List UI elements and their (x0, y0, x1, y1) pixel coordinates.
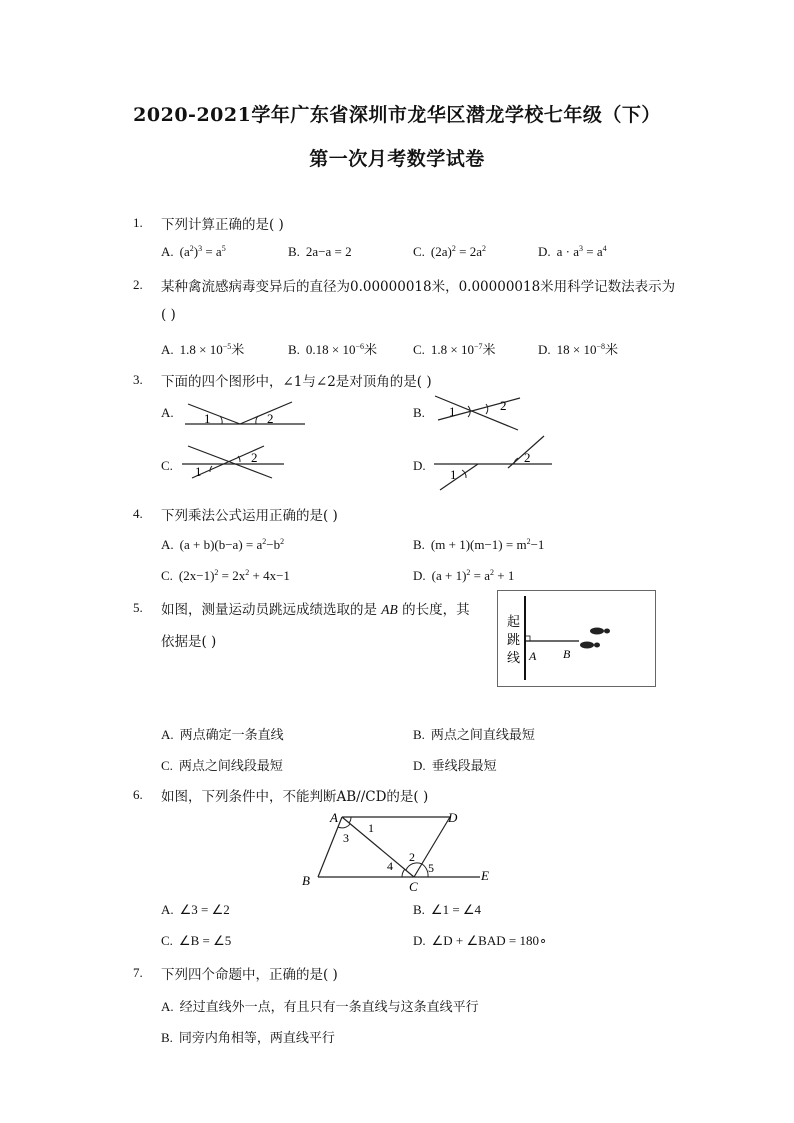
q7-option-a[interactable] (161, 996, 479, 1015)
q2-option-b[interactable] (288, 339, 377, 358)
takeoff-label-2: 跳 (507, 632, 521, 647)
q5-option-d[interactable] (413, 755, 497, 774)
angle-1-label: 1 (449, 404, 456, 419)
q4-option-c[interactable] (161, 568, 290, 584)
option-label: B. (288, 342, 300, 357)
q2-option-a[interactable] (161, 339, 244, 358)
option-math: $18 \times 10^{-8}$ (556, 342, 605, 357)
option-label: A. (161, 405, 174, 420)
q6-number: 6. (133, 787, 143, 802)
option-math: $(2x-1)^2 = 2x^2 + 4x-1$ (178, 568, 290, 583)
q5-figure (497, 590, 657, 688)
q3-option-d[interactable] (413, 458, 432, 474)
option-math: $(a^2)^3 = a^5$ (179, 244, 226, 259)
q6-text: 如图，下列条件中，不能判断AB//CD的是( ) (161, 789, 429, 805)
option-label: D. (538, 342, 551, 357)
option-label: D. (538, 244, 551, 259)
q3-figure-a (180, 398, 310, 430)
option-text: ∠D + ∠BAD = 180∘ (431, 933, 548, 948)
option-label: A. (161, 999, 174, 1014)
option-label: A. (161, 342, 174, 357)
option-unit: 米 (605, 343, 619, 358)
angle-2-label: 2 (524, 450, 531, 465)
option-label: C. (161, 458, 173, 473)
option-text: ∠B = ∠5 (178, 933, 232, 948)
option-label: B. (413, 902, 425, 917)
angle-1-label: 1 (195, 464, 202, 479)
option-label: C. (161, 933, 173, 948)
option-label: B. (288, 244, 300, 259)
q6-figure (298, 808, 498, 894)
angle-arc (486, 404, 488, 414)
angle-2-label: 2 (409, 850, 415, 864)
q5-number: 5. (133, 600, 143, 615)
takeoff-label-3: 线 (507, 650, 521, 665)
option-text: 两点确定一条直线 (179, 728, 284, 743)
q5-text-line1: 如图，测量运动员跳远成绩选取的是 AB 的长度，其 (161, 602, 470, 618)
q4-option-a[interactable] (161, 537, 284, 553)
q1-option-b[interactable] (288, 244, 352, 260)
option-label: D. (413, 458, 426, 473)
angle-2-label: 2 (251, 450, 258, 465)
q1-option-c[interactable] (413, 244, 486, 260)
option-label: A. (161, 537, 174, 552)
option-math: $(a + b)(b-a) = a^2-b^2$ (179, 537, 285, 552)
q7-option-b[interactable] (161, 1027, 335, 1046)
q3-option-c[interactable] (161, 458, 179, 474)
q2-paren: ( ) (161, 307, 176, 323)
angle-2-label: 2 (500, 398, 507, 413)
q5-option-b[interactable] (413, 724, 535, 743)
option-math: $(m + 1)(m-1) = m^2-1$ (430, 537, 545, 552)
option-label: C. (413, 244, 425, 259)
q3-option-b[interactable] (413, 405, 431, 421)
angle-arc (338, 824, 350, 828)
q6-option-b[interactable] (413, 902, 481, 918)
point-a-label: A (529, 649, 537, 663)
q3-figure-b (430, 390, 530, 435)
point-a-label: A (330, 810, 338, 825)
angle-4-label: 4 (387, 859, 393, 873)
angle-1-label: 1 (450, 467, 457, 482)
q1-number: 1. (133, 215, 143, 230)
q3-number: 3. (133, 372, 143, 387)
segment-ab (318, 817, 342, 877)
q2-option-d[interactable] (538, 339, 618, 358)
option-label: B. (413, 537, 425, 552)
option-math: $(2a)^2 = 2a^2$ (430, 244, 486, 259)
option-math: $0.18 \times 10^{-6}$ (305, 342, 365, 357)
q2-option-c[interactable] (413, 339, 496, 358)
option-label: C. (161, 568, 173, 583)
option-text: 经过直线外一点，有且只有一条直线与这条直线平行 (179, 1000, 479, 1015)
q6-option-c[interactable] (161, 933, 231, 949)
angle-1-label: 1 (368, 821, 374, 835)
option-text: ∠1 = ∠4 (430, 902, 482, 917)
option-text: 垂线段最短 (431, 759, 497, 774)
q1-option-d[interactable] (538, 244, 607, 260)
option-unit: 米 (231, 343, 245, 358)
q7-number: 7. (133, 965, 143, 980)
q2-number: 2. (133, 277, 143, 292)
exam-title-line1: 2020-2021学年广东省深圳市龙华区潜龙学校七年级（下） (133, 104, 661, 126)
q3-figure-c (180, 440, 290, 482)
option-math: $a \cdot a^3 = a^4$ (556, 244, 607, 259)
q4-text: 下列乘法公式运用正确的是( ) (161, 508, 338, 524)
exam-title-line2: 第一次月考数学试卷 (309, 148, 485, 170)
point-b-label: B (563, 647, 571, 661)
option-label: D. (413, 933, 426, 948)
angle-arc (402, 869, 405, 877)
q5-option-c[interactable] (161, 755, 283, 774)
q4-option-b[interactable] (413, 537, 544, 553)
q3-text: 下面的四个图形中，∠1与∠2是对顶角的是( ) (161, 374, 432, 390)
figure-line (240, 402, 292, 424)
option-text: 同旁内角相等，两直线平行 (178, 1031, 335, 1046)
point-b-label: B (302, 873, 310, 888)
option-label: B. (413, 405, 425, 420)
option-text: 两点之间线段最短 (178, 759, 283, 774)
option-unit: 米 (482, 343, 496, 358)
option-unit: 米 (364, 343, 378, 358)
q4-option-d[interactable] (413, 568, 514, 584)
point-e-label: E (481, 868, 489, 883)
option-math: $1.8 \times 10^{-5}$ (179, 342, 232, 357)
q5-text-line2: 依据是( ) (161, 634, 217, 650)
point-d-label: D (448, 810, 458, 825)
segment-ac (342, 817, 414, 877)
q3-figure-d (432, 434, 556, 494)
q6-option-a[interactable] (161, 902, 230, 918)
q1-text: 下列计算正确的是( ) (161, 217, 284, 233)
q1-option-a[interactable] (161, 244, 226, 260)
angle-3-label: 3 (343, 831, 349, 845)
option-label: C. (413, 342, 425, 357)
option-label: A. (161, 244, 174, 259)
option-text: 两点之间直线最短 (430, 728, 535, 743)
option-math: $(a + 1)^2 = a^2 + 1$ (431, 568, 515, 583)
option-text: ∠3 = ∠2 (179, 902, 230, 917)
option-label: A. (161, 902, 174, 917)
q6-option-d[interactable] (413, 933, 547, 949)
q5-option-a[interactable] (161, 724, 284, 743)
angle-arc (349, 817, 351, 823)
takeoff-label-1: 起 (507, 614, 521, 629)
q3-option-a[interactable] (161, 405, 180, 421)
option-label: D. (413, 568, 426, 583)
figure-line (188, 404, 240, 424)
q4-number: 4. (133, 506, 143, 521)
option-label: A. (161, 727, 174, 742)
angle-2-label: 2 (267, 411, 274, 426)
option-label: B. (413, 727, 425, 742)
option-label: B. (161, 1030, 173, 1045)
q7-text: 下列四个命题中，正确的是( ) (161, 967, 338, 983)
q2-text: 某种禽流感病毒变异后的直径为0.00000018米，0.00000018米用科学记数法表示为 (161, 279, 676, 295)
angle-5-label: 5 (428, 861, 434, 875)
point-c-label: C (409, 879, 418, 894)
figure-frame (498, 591, 656, 687)
option-label: D. (413, 758, 426, 773)
figure-line (440, 464, 478, 490)
option-label: C. (161, 758, 173, 773)
option-math: $1.8 \times 10^{-7}$ (430, 342, 483, 357)
angle-1-label: 1 (204, 411, 211, 426)
option-math: 2a−a = 2 (305, 244, 352, 259)
